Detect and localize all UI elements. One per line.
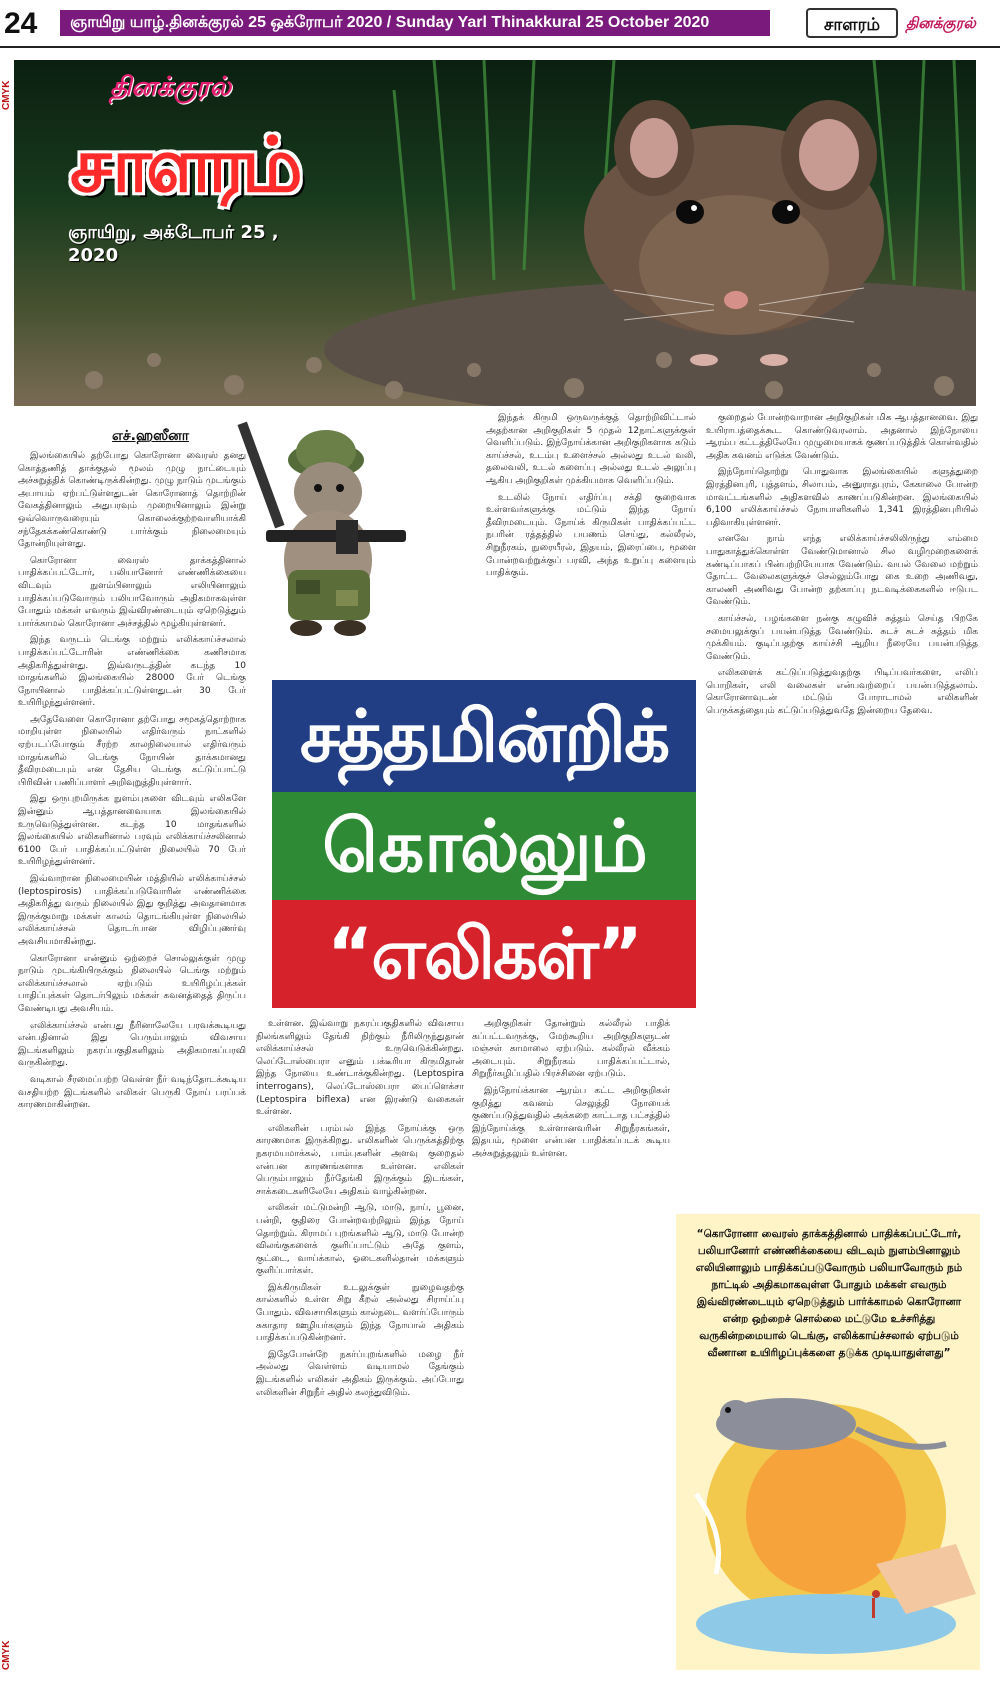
byline: எச்.ஹஸீனா bbox=[112, 428, 190, 444]
article-column-3-top bbox=[486, 412, 696, 674]
masthead-date: ஞாயிறு, அக்டோபர் 25 , 2020 bbox=[68, 222, 279, 266]
armed-rat-icon bbox=[236, 400, 416, 640]
pull-quote-text: “கொரோனா வைரஸ் தாக்கத்தினால் பாதிக்கப்பட்டோர், பலியானோர் எண்ணிக்கையை விடவும் நுளம்பினாலும் எலியினாலும் பாதிக்கப்படுவோரும் பலியாவோரும் நம் நாட்டில் அதிகமாகவுள்ள போதும் மக்கள் எவரும் இவ்விரண்டையும் ஏறெடுத்தும் பார்க்காமல் கொரோனா என்ற ஒற்றைச் சொல்லை மட்டுமே உச்சரித்து வருகின்றமையால் டெங்கு, எலிக்காய்ச்சலால் ஏற்படும் வீணான உயிரிழப்புக்களை தடுக்க முடியாதுள்ளது” bbox=[695, 1228, 963, 1359]
paragraph: எலிகளைக் கட்டுப்படுத்துவதற்கு பிடிப்பவர்களை, எலிப் பொறிகள், எலி வலைகள் என்பவற்றைப் பயன்படுத்தலாம். கொரோனாவுடன் மட்டும் போராடாமல் எலிகளின் பெருக்கத்தையும் கட்டுப்படுத்துவதே இன்றைய தேவை. bbox=[706, 668, 978, 717]
paragraph: எனவே நாம் எந்த எலிக்காய்ச்சலிலிருந்து எம்மை பாதுகாத்துக்கொள்ள வேண்டுமானால் சில வழிமுறைகளைக் கண்டிப்பாகப் பின்பற்றியேயாக வேண்டும். வயல் வேலை மற்றும் தோட்ட வேலைகளுக்குச் செல்லும்போது கை உறை அணிவது, காலணி அணிவது போன்ற தற்காப்பு நடவடிக்கைகளில் ஈடுபட வேண்டும். bbox=[706, 534, 978, 608]
paragraph: இக்கிருமிகள் உடலுக்குள் நுழைவதற்கு கால்களில் உள்ள சிறு கீறல் அல்லது சிராய்ப்பு போதும். விவசாயிகளும் கால்நடை வளர்ப்போரும் சுகாதார ஊழியர்களும் இந்த நோயால் அதிகம் பாதிக்கப்படுகின்றனர். bbox=[256, 1282, 464, 1344]
cmyk-mark-top: CMYK bbox=[1, 80, 12, 110]
paragraph: எலிகளின் பரம்பல் இந்த நோய்க்கு ஒரு காரணமாக இருக்கிறது. எலிகளின் பெருக்கத்திற்கு நகரமயமாக்கல், பாம்புகளின் அளவு குறைதல் என்பன காரணங்களாக உள்ளன. எலிகள் பெரும்பாலும் நீர்தேங்கி இருக்கும் இடங்கள், சாக்கடைகளிலேயே அதிகம் வாழ்கின்றன. bbox=[256, 1123, 464, 1197]
paragraph: உடலில் நோய் எதிர்ப்பு சக்தி குறைவாக உள்ளவர்களுக்கு மட்டும் இந்த நோய் தீவிரமடையும். நோய்க் கிருமிகள் பாதிக்கப்பட்ட நபரின் ரத்தத்தில் பயணம் செய்து, கல்லீரல், சிறுநீரகம், நுரையீரல், இதயம், இரைப்பை, மூளை போன்றவற்றுக்குப் பரவி, அந்த உறுப்பு களையும் பாதிக்கும். bbox=[486, 492, 696, 579]
article-column-4 bbox=[706, 412, 978, 1208]
masthead-title: சாளரம் bbox=[70, 120, 297, 209]
paragraph: இவ்வாறான நிலைமையின் மத்தியில் எலிக்காய்ச்சல் (leptospirosis) பாதிக்கப்படுவோரின் எண்ணிக்கை அதிகரித்து வரும் நிலையில் இது குறித்து அவதானமாக இருக்குமாறு மக்கள் காலம் தொடங்கியுள்ள நிலையில் எலிக்காய்ச்சல் தொடர்பான விழிப்புணர்வு அவசியமாகின்றது. bbox=[18, 874, 246, 947]
page-number: 24 bbox=[4, 7, 38, 40]
paragraph: எலிக்காய்ச்சல் என்பது நீரினாலேயே பரவக்கூடியது என்பதினால் இது பெரும்பாலும் விவசாய இடங்களிலும் நகரப்பகுதிகளிலும் அதிகமாகப்பரவி வருகின்றது. bbox=[18, 1020, 246, 1069]
paragraph: கொரோனா வைரஸ் தாக்கத்தினால் பாதிக்கப்பட்டோர், பலியானோர் எண்ணிக்கையை விடவும் நுளம்பினாலும் எலியினாலும் பாதிக்கப்படுவோரும் பலியாவோரும் அதிகமாகவுள்ள போதும் மக்கள் எவரும் இவ்விரண்டையும் ஏறெடுத்தும் பார்க்காமல் கொரோனா அச்சத்தில் மூழ்கியுள்ளனர். bbox=[18, 555, 246, 629]
paragraph: உள்ளன. இவ்வாறு நகரப்பகுதிகளில் விவசாய நிலங்களிலும் தேங்கி நிற்கும் நீரிலிருந்துதான் எலிக்காய்ச்சல் உருவெடுக்கின்றது. லெப்டோஸ்பைரா எனும் பக்டீரியா கிருமிதான் இந்த நோயை உண்டாக்குகின்றது. (Leptospira interrogans), லெப்டோஸ்பைரா பைப்ளெக்சா (Leptospira biflexa) என இரண்டு வகைகள் உள்ளன. bbox=[256, 1019, 464, 1118]
article-column-3-bottom bbox=[472, 1018, 670, 1208]
headline-line-2: கொல்லும் bbox=[272, 792, 696, 900]
header-dateline: ஞாயிறு யாழ்.தினக்குரல் 25 ஒக்ரோபர் 2020 / Sunday Yarl Thinakkural 25 October 2020 bbox=[60, 10, 770, 36]
article-column-2 bbox=[256, 1018, 464, 1672]
paragraph: இது ஒருபுறமிருக்க நுளம்புகளை விடவும் எலிகளே இன்னும் ஆபத்தானவையாக இலங்கையில் உருவெடுத்துள்ளன. கடந்த 10 மாதங்களில் இலங்கையில் எலிகளினால் பரவும் எலிக்காய்ச்சலினால் 6100 பேர் பாதிக்கப்பட்டுள்ள நிலையில் 70 பேர் உயிரிழந்துள்ளனர். bbox=[18, 794, 246, 868]
paragraph: இந்நோய்க்கான ஆரம்ப கட்ட அறிகுறிகள் குறித்து கவனம் செலுத்தி நோயைக் குணப்படுத்துவதில் அக்கறை காட்டாத பட்சத்தில் இந்நோய்க்கு உள்ளானவரின் சிறுநீரகங்கள், இதயம், மூளை என்பன பாதிக்கப்படக் கூடிய அச்சுறுத்தலும் உள்ளன. bbox=[472, 1085, 670, 1159]
section-label: சாளரம் bbox=[806, 8, 898, 38]
headline-line-3: “எலிகள்” bbox=[272, 900, 696, 1008]
paragraph: வடிகால் சீரமைப்பற்ற வெள்ள நீர் வடிந்தோடக்கூடிய வசதியற்ற இடங்களில் எலிகள் பெருகி நோய் பரப்பக் காரணமாகின்றன. bbox=[18, 1074, 246, 1111]
headline-line-1: சத்தமின்றிக் bbox=[272, 680, 696, 792]
paragraph: எலிகள் மட்டுமன்றி ஆடு, மாடு, நாய், பூனை, பன்றி, குதிரை போன்றவற்றிலும் இந்த நோய் தொற்றும். கிராமப் புறங்களில் ஆடு, மாடு போன்ற விலங்குகளைக் குளிப்பாட்டும் அதே குளம், குட்டை, வாய்க்கால், ஓடைகளில்தான் மக்களும் குளிப்பார்கள். bbox=[256, 1203, 464, 1277]
paragraph: இதேபோன்றே நகர்ப்புறங்களில் மழை நீர் அல்லது வெள்ளம் வடியாமல் தேங்கும் இடங்களில் எலிகள் அதிகம் இருக்கும். அப்போது எலிகளின் சிறுநீர் அதில் கலந்துவிடும். bbox=[256, 1349, 464, 1398]
paragraph: காய்ச்சல், பழங்களை நன்கு கழுவிச் சுத்தம் செய்த பிறகே சமையலுக்குப் பயன்படுத்த வேண்டும். சுடச் சுடச் சுத்தம் மிக முக்கியம். குடிப்பதற்கு காய்ச்சி ஆறிய நீரையே பயன்படுத்த வேண்டும். bbox=[706, 613, 978, 662]
paragraph: குறைதல் போன்றவாறான அறிகுறிகள் மிக ஆபத்தானவை. இது உயிராபத்தைக்கூட கொண்டுவரலாம். அதனால் இந்நோயை ஆரம்ப கட்டத்திலேயே முழுமையாகக் குணப்படுத்திக் கொள்வதில் அதிக கவனம் எடுக்க வேண்டும். bbox=[706, 413, 978, 461]
paragraph: அறிகுறிகள் தோன்றும் கல்லீரல் பாதிக் கப்பட்டவருக்கு, மேற்கூறிய அறிகுறிகளுடன் மஞ்சள் காமாலை ஏற்படும். கல்லீரல் வீக்கம் அடையும். சிறுநீரகம் பாதிக்கப்பட்டால், சிறுநீர்கழிப்பதில் பிரச்சினை ஏற்படும். bbox=[472, 1019, 670, 1080]
masthead-brand: தினக்குரல் bbox=[110, 72, 232, 102]
cmyk-mark-bottom: CMYK bbox=[1, 1640, 12, 1670]
header-rule bbox=[0, 46, 1000, 48]
paragraph: கொரோனா என்னும் ஒற்றைச் சொல்லுக்குள் முழு நாடும் முடங்கியிருக்கும் நிலையில் டெங்கு மற்றும் எலிக்காய்ச்சலால் ஏற்படும் உயிரிழப்புக்கள் பாதிப்புக்கள் தொடர்பிலும் மக்கள் கவனத்தைத் திருப்ப வேண்டியது அவசியம். bbox=[18, 953, 246, 1014]
paragraph: அதேவேளை கொரோனா தற்போது சமூகத்தொற்றாக மாறியுள்ள நிலையில் எதிர்வரும் நாட்களில் ஏற்படப்போகும் சீரற்ற காலநிலையால் எதிர்வரும் மாதங்களில் டெங்கு நோயின் தாக்கமானது தீவிரமடையும் என தேசிய டெங்கு கட்டுப்பாட்டு பிரிவின் பணிப்பாளர் அறிவுறுத்தியுள்ளார். bbox=[18, 714, 246, 788]
soldier-rat-illustration bbox=[236, 400, 416, 640]
paragraph: இலங்கையில் தற்போது கொரோனா வைரஸ் தனது கொத்தணித் தாக்குதல் மூலம் முழு நாட்டையும் அச்சுறுத்திக் கொண்டிருக்கின்றது. முழு நாடும் முடங்கும் அபாயம் ஏற்பட்டுள்ளதுடன் கொரோனாத் தொற்றின் வேகத்தினாலும் அதுபரவும் முறையினாலும் இன்று ஒவ்வொருவரையும் கொலைக்குற்றவாளியாக்கி சந்தேகக்கண்கொண்டு பார்க்கும் நிலைமையும் தோன்றியுள்ளது. bbox=[18, 451, 246, 550]
article-column-1 bbox=[18, 450, 246, 1672]
paragraph: இந்த வருடம் டெங்கு மற்றும் எலிக்காய்ச்சலால் பாதிக்கப்பட்டோரின் எண்ணிக்கை கணிசமாக அதிகரித்துள்ளது. இவ்வருடத்தின் கடந்த 10 மாதங்களில் இலங்கையில் 28000 பேர் டெங்கு நோயினால் பாதிக்கப்பட்டுள்ளதுடன் 30 பேர் உயிரிழந்துள்ளனர். bbox=[18, 635, 246, 709]
paragraph: இந்நோய்தொற்று பொதுவாக இலங்கையில் களுத்துறை இரத்தினபுரி, புத்தளம், சிலாபம், அனுராதபுரம், கேகாலை போன்ற மாவட்டங்களில் அதிகளவில் காணப்படுகின்றன. இலங்கையில் 6,100 எலிக்காய்ச்சல் நோயாளிகளில் 1,341 இரத்தினபுரியில் பதிவாகியுள்ளனர். bbox=[706, 467, 978, 528]
brand-logo: தினக்குரல் bbox=[906, 14, 976, 32]
paragraph: இந்தக் கிருமி ஒருவருக்குத் தொற்றிவிட்டால் அதற்கான அறிகுறிகள் 5 முதல் 12நாட்களுக்குள் வெளிப்படும். இந்நோய்க்கான அறிகுறிகளாக கடும் காய்ச்சல், உடம்பு உளைச்சல் அல்லது உடல் வலி, தலைவலி, உடல் களைப்பு அல்லது உடல் அலுப்பு ஆகிய அறிகுறிகள் முக்கியமாக வெளிப்படும். bbox=[486, 413, 696, 486]
